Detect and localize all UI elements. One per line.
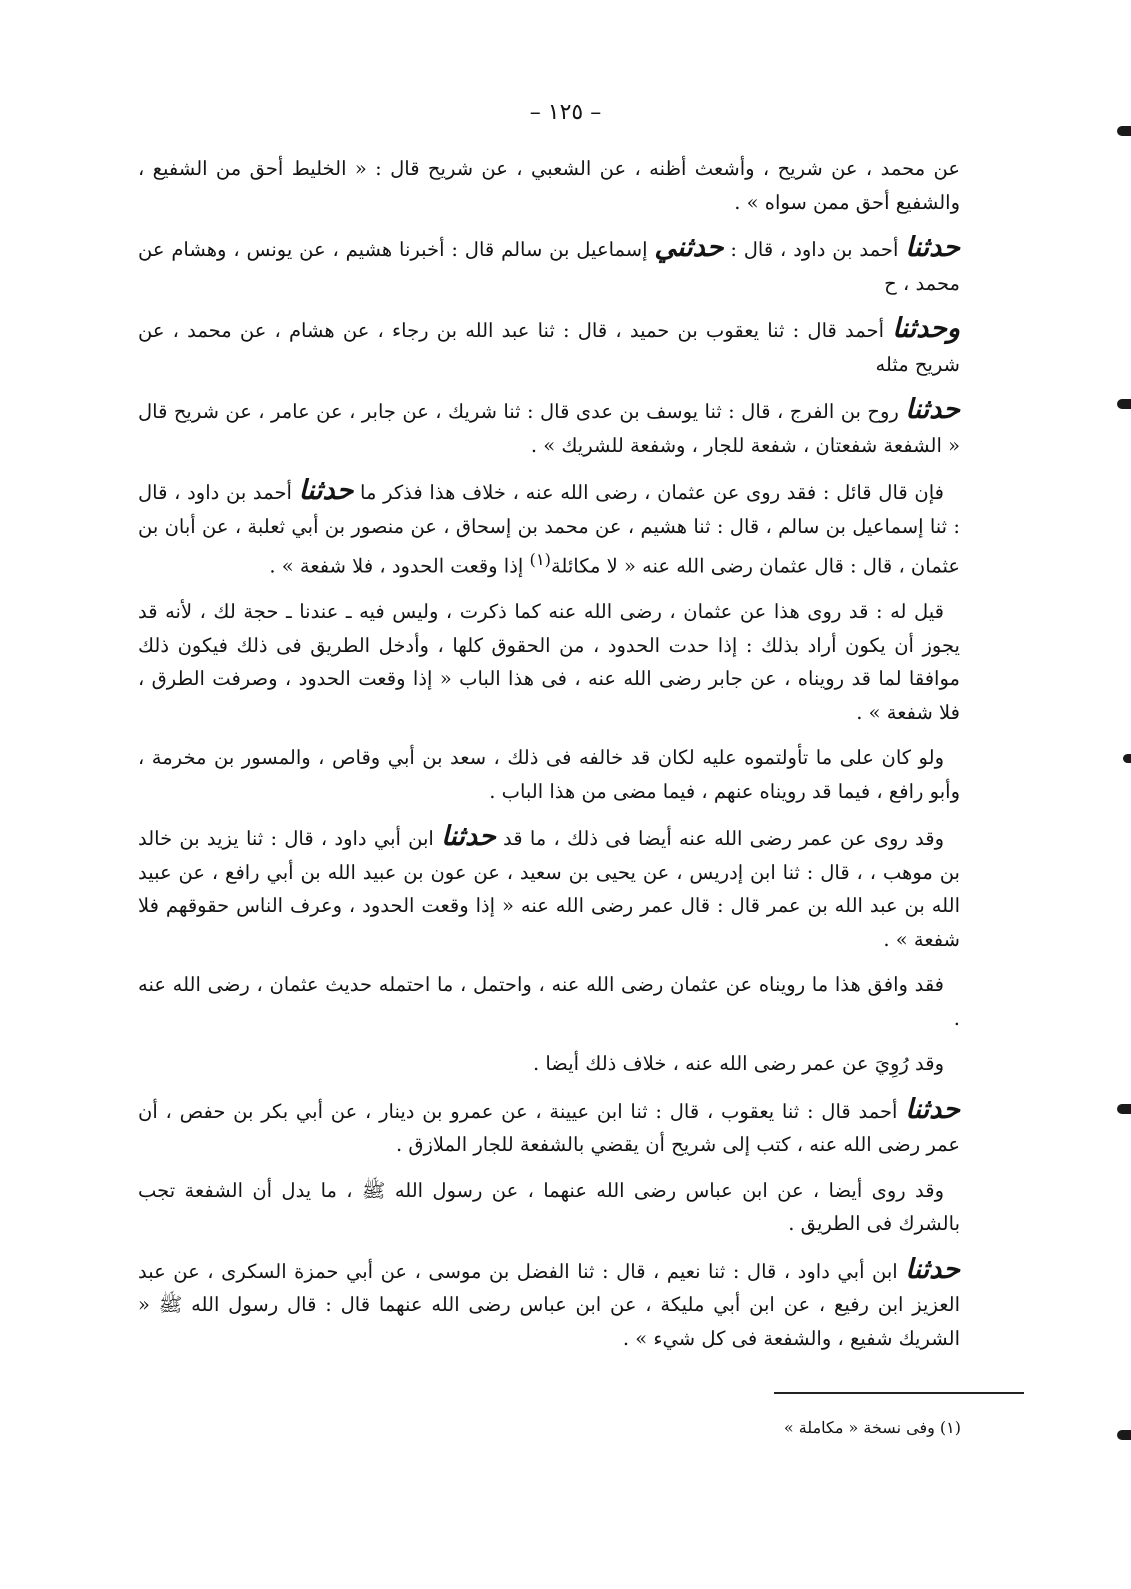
- paragraph: [138, 231, 960, 300]
- text-segment: فإن قال قائل : فقد روى عن عثمان ، رضى الله عنه ، خلاف هذا فذكر ما: [353, 481, 944, 504]
- hadith-chain-marker: حدثنا: [905, 1253, 960, 1285]
- text-segment: ولو كان على ما تأولتموه عليه لكان قد خالفه فى ذلك ، سعد بن أبي وقاص ، والمسور بن مخرمة ، وأبو رافع ، فيما قد رويناه عنهم ، فيما مضى من هذا الباب .: [138, 746, 960, 803]
- text-segment: روح بن الفرج ، قال : ثنا يوسف بن عدى قال : ثنا شريك ، عن جابر ، عن عامر ، عن شريح قال « الشفعة شفعتان ، شفعة للجار ، وشفعة للشريك » .: [138, 400, 960, 457]
- text-segment: أحمد بن داود ، قال : ثنا إسماعيل بن سالم ، قال : ثنا هشيم ، عن محمد بن إسحاق ، عن منصور بن أبي ثعلبة ، عن أبان بن عثمان ، قال : قال عثمان رضى الله عنه « لا مكائلة: [138, 481, 960, 578]
- margin-mark: [1117, 399, 1131, 409]
- text-segment: أحمد قال : ثنا يعقوب ، قال : ثنا ابن عيينة ، عن عمرو بن دينار ، عن أبي بكر بن حفص ، أن عمر رضى الله عنه ، كتب إلى شريح أن يقضي بالشفعة للجار الملازق .: [138, 1099, 960, 1156]
- text-segment: وقد روى أيضا ، عن ابن عباس رضى الله عنهما ، عن رسول الله ﷺ ، ما يدل أن الشفعة تجب بالشرك فى الطريق .: [138, 1178, 960, 1235]
- text-segment: قيل له : قد روى هذا عن عثمان ، رضى الله عنه كما ذكرت ، وليس فيه ـ عندنا ـ حجة لك ، لأنه قد يجوز أن يكون أراد بذلك : إذا حدت الحدود ، من الحقوق كلها ، وأدخل الطريق فى ذلك فيكون ذلك موافقا لما قد رويناه ، عن جابر رضى الله عنه ، فى هذا الباب « إذا وقعت الحدود ، وصرفت الطرق ، فلا شفعة » .: [138, 600, 960, 724]
- margin-mark: [1117, 1430, 1131, 1440]
- paragraph: [138, 1174, 960, 1241]
- hadith-chain-marker: حدثنا: [298, 475, 354, 506]
- text-segment: وقد روى عن عمر رضى الله عنه أيضا فى ذلك ، ما قد: [495, 827, 944, 850]
- footnote-separator: [774, 1392, 1024, 1394]
- margin-mark: [1123, 754, 1131, 763]
- text-segment: فقد وافق هذا ما رويناه عن عثمان رضى الله عنه ، واحتمل ، ما احتمله حديث عثمان ، رضى الله عنه .: [138, 973, 960, 1030]
- hadith-chain-marker: حدثنا: [905, 232, 961, 263]
- paragraph: [138, 595, 960, 729]
- paragraph: [138, 741, 960, 808]
- main-text: [138, 152, 960, 1367]
- hadith-chain-marker: حدثنا: [905, 1093, 960, 1125]
- margin-mark: [1117, 126, 1131, 136]
- margin-mark: [1117, 1104, 1131, 1114]
- text-segment: ابن أبي داود ، قال : ثنا يزيد بن خالد بن موهب ، ، قال : ثنا ابن إدريس ، عن يحيى بن سعيد ، عن عون بن عبيد الله بن أبي رافع ، عن عبيد الله بن عبد الله بن عمر قال : قال عمر رضى الله عنه « إذا وقعت الحدود ، وعرف الناس حقوقهم فلا شفعة » .: [138, 827, 960, 951]
- text-segment: عن محمد ، عن شريح ، وأشعث أظنه ، عن الشعبي ، عن شريح قال : « الخليط أحق من الشفيع ، والشفيع أحق ممن سواه » .: [138, 157, 960, 214]
- paragraph: [138, 474, 960, 583]
- paragraph: [138, 152, 960, 219]
- text-segment: أحمد بن داود ، قال :: [723, 238, 906, 261]
- footnote: (١) وفى نسخة « مكاملة »: [783, 1418, 961, 1437]
- footnote-ref: (١): [529, 550, 551, 569]
- page-number: – ١٢٥ –: [529, 100, 602, 125]
- hadith-chain-marker: وحدثنا: [892, 313, 960, 344]
- paragraph: [138, 312, 960, 381]
- paragraph: [138, 1093, 960, 1162]
- text-segment: إذا وقعت الحدود ، فلا شفعة » .: [269, 554, 530, 578]
- paragraph: [138, 1047, 960, 1081]
- hadith-chain-marker: حدثنا: [441, 821, 496, 852]
- hadith-chain-marker: حدثني: [654, 232, 724, 263]
- paragraph: [138, 820, 960, 956]
- text-segment: ابن أبي داود ، قال : ثنا نعيم ، قال : ثنا الفضل بن موسى ، عن أبي حمزة السكرى ، عن عبد العزيز ابن رفيع ، عن ابن أبي مليكة ، عن ابن عباس رضى الله عنهما قال : قال رسول الله ﷺ « الشريك شفيع ، والشفعة فى كل شيء » .: [138, 1259, 960, 1350]
- text-segment: وقد رُوِيَ عن عمر رضى الله عنه ، خلاف ذلك أيضا .: [532, 1052, 944, 1075]
- text-segment: أحمد قال : ثنا يعقوب بن حميد ، قال : ثنا عبد الله بن رجاء ، عن هشام ، عن محمد ، عن شريح مثله: [138, 319, 960, 376]
- paragraph: [138, 968, 960, 1035]
- hadith-chain-marker: حدثنا: [905, 394, 960, 425]
- paragraph: [138, 393, 960, 462]
- paragraph: [138, 1253, 960, 1356]
- text-segment: إسماعيل بن سالم قال : أخبرنا هشيم ، عن يونس ، وهشام عن محمد ، ح: [138, 238, 960, 295]
